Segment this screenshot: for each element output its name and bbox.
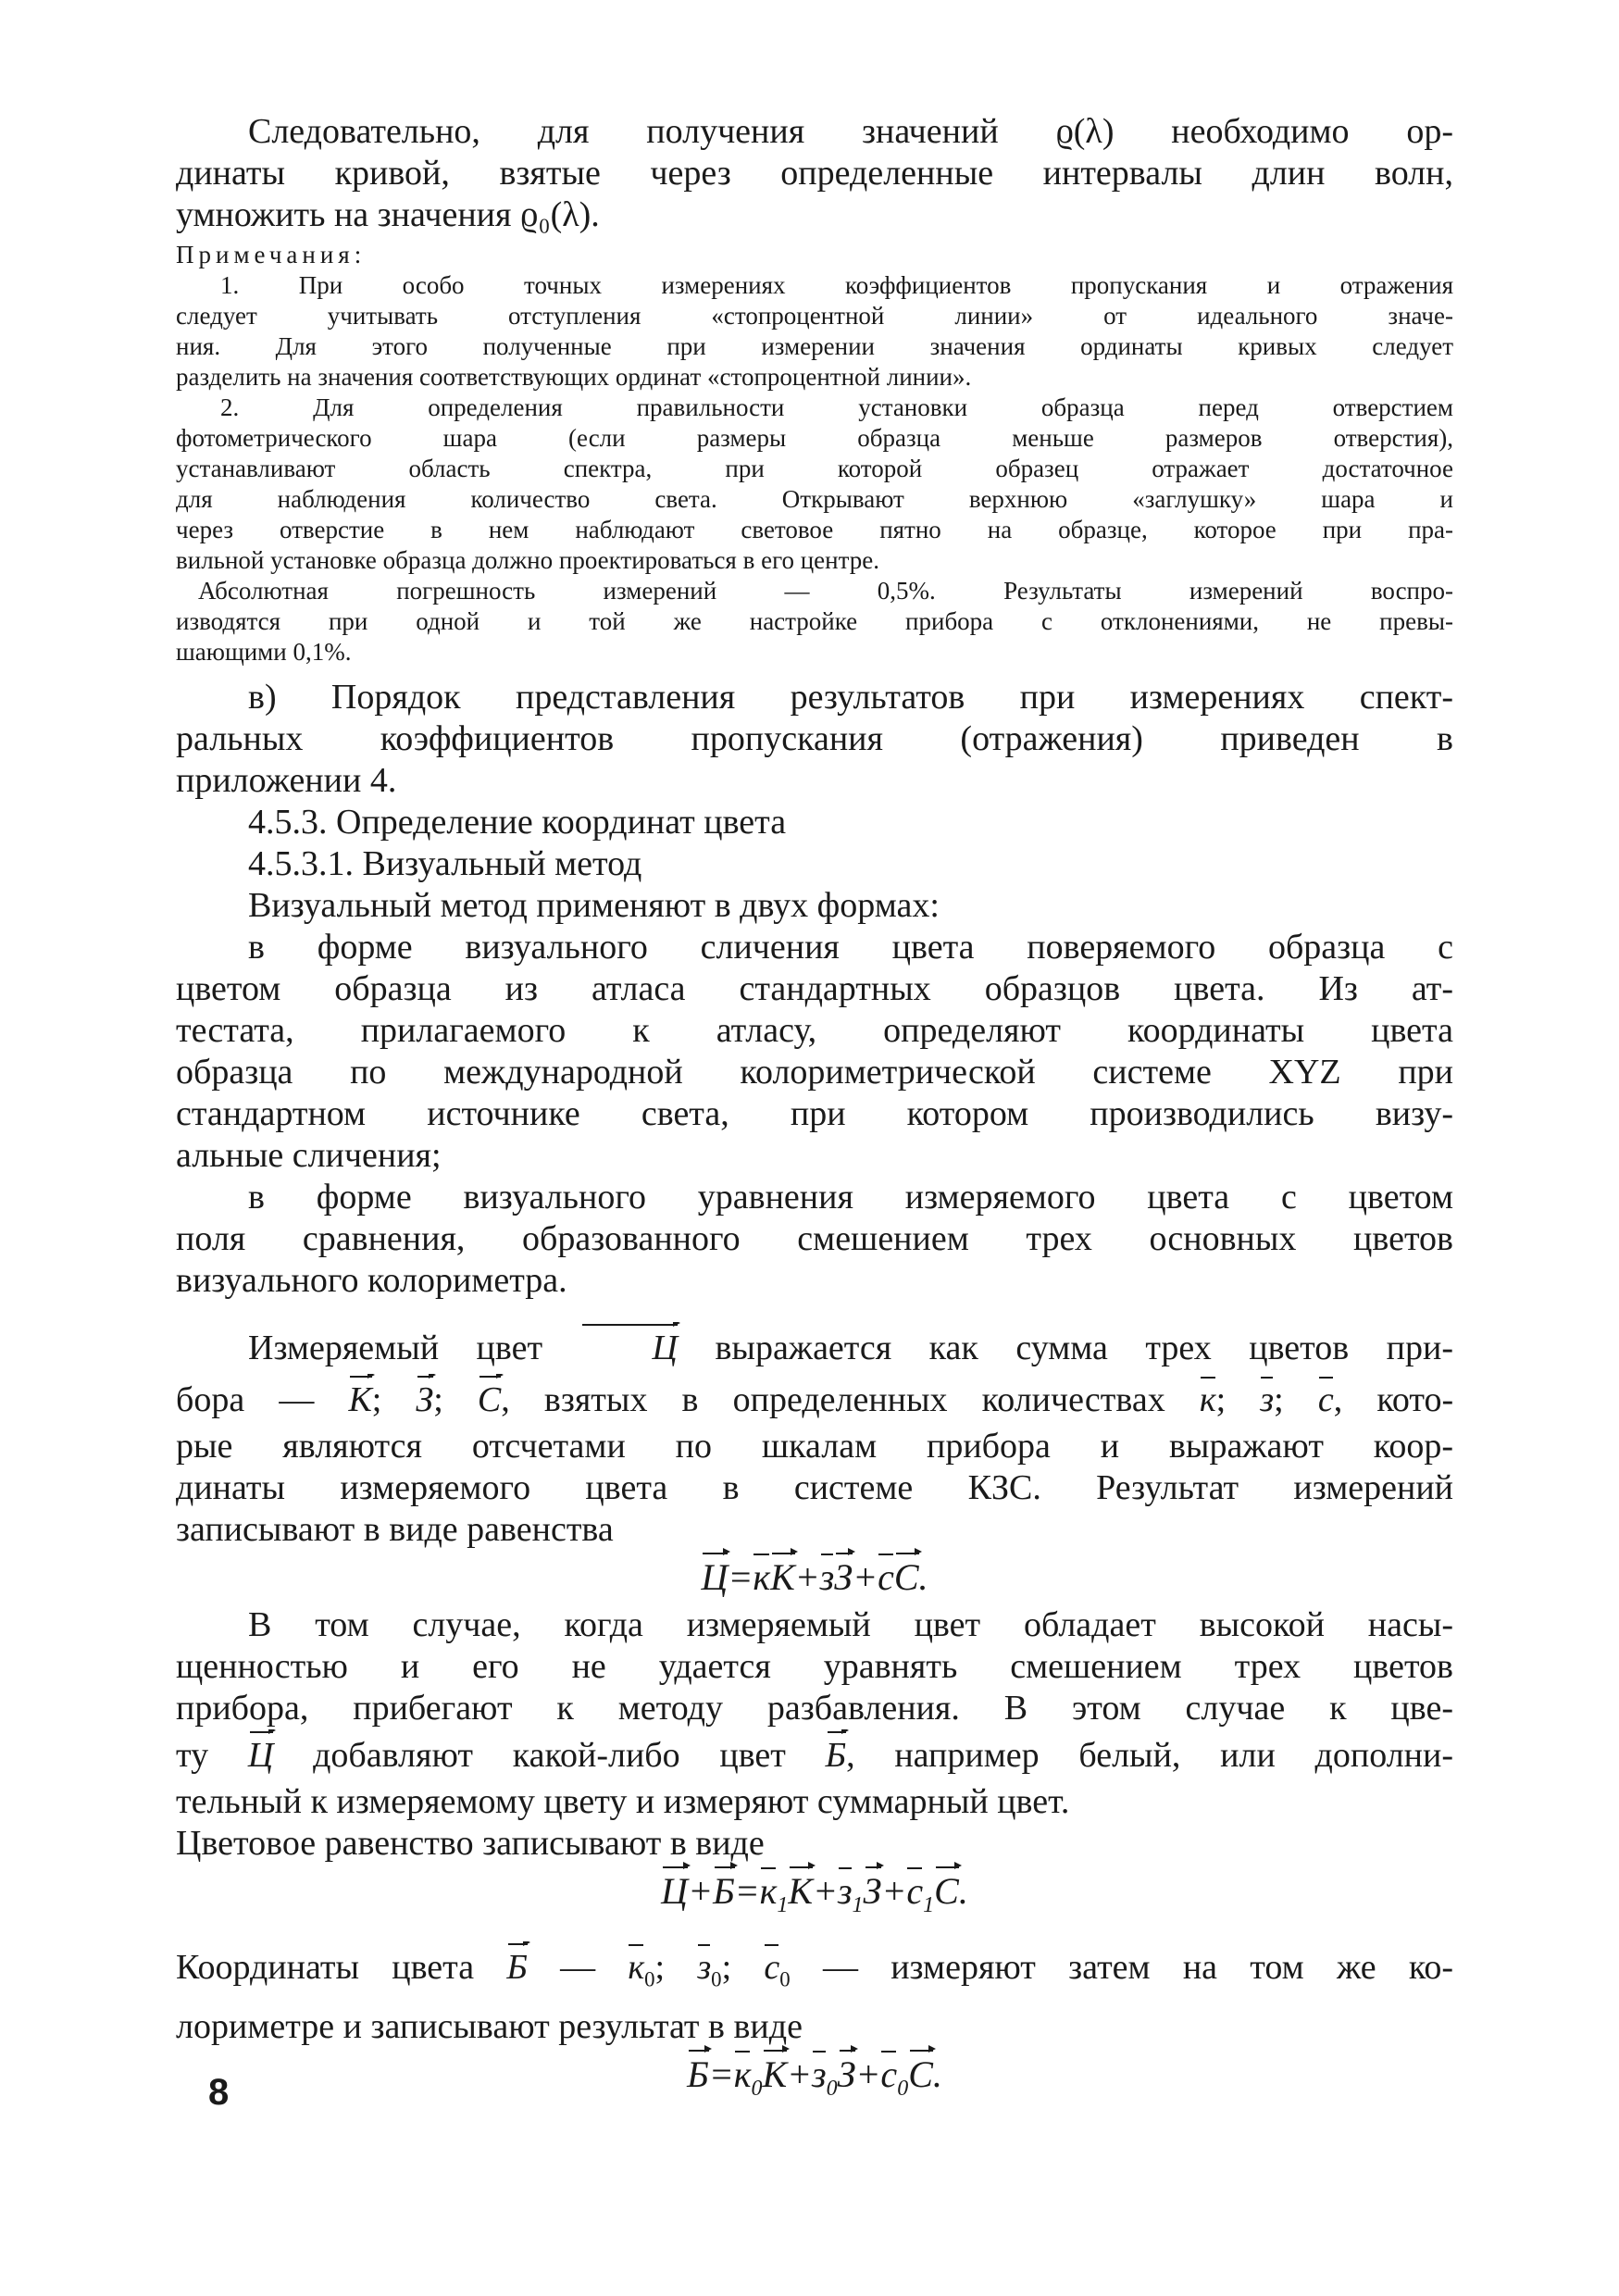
text-line: прибора, прибегают к методу разбавления. В этом случае к цве- — [176, 1689, 1453, 1728]
page-number: 8 — [208, 2072, 230, 2113]
text-line: ральных коэффициентов пропускания (отражения) приведен в — [176, 719, 1453, 758]
text-line: для наблюдения количество света. Открывают верхнюю «заглушку» шара и — [176, 485, 1453, 513]
text-line: изводятся при одной и той же настройке прибора с отклонениями, не превы- — [176, 607, 1453, 635]
dilution-paragraph — [176, 1604, 1453, 1823]
text-line: 1. При особо точных измерениях коэффициентов пропускания и отражения — [220, 271, 1453, 299]
text-line: умножить на значения ϱ₀(λ). — [176, 195, 600, 234]
text-line: вильной установке образца должно проектироваться в его центре. — [176, 546, 879, 574]
text-line: шающими 0,1%. — [176, 638, 352, 666]
text-line: тельный к измеряемому цвету и измеряют суммарный цвет. — [176, 1782, 1070, 1821]
accuracy-note — [176, 576, 1453, 668]
text-line: ту Ц добавляют какой-либо цвет Б, например белый, или дополни- — [176, 1729, 1453, 1781]
color-equation-intro: Цветовое равенство записывают в виде — [176, 1824, 765, 1863]
text-line: динаты измеряемого цвета в системе КЗС. Результат измерений — [176, 1468, 1453, 1507]
text-line: следует учитывать отступления «стопроцентной линии» от идеального значе- — [176, 302, 1453, 330]
equation-1: Ц=кК+зЗ+сС. — [176, 1551, 1453, 1604]
text-line: динаты кривой, взятые через определенные интервалы длин волн, — [176, 154, 1453, 193]
document-page — [176, 111, 1453, 2115]
text-line: Следовательно, для получения значений ϱ(λ) необходимо ор- — [248, 112, 1453, 151]
form-2-paragraph — [176, 1177, 1453, 1302]
text-line: Абсолютная погрешность измерений — 0,5%. Результаты измерений воспро- — [198, 577, 1453, 605]
note-2 — [176, 393, 1453, 576]
equation-3: $Б=к_0К+з_0З+с_0С$. — [176, 2048, 1453, 2115]
text-line: Измеряемый цвет Ц выражается как сумма трех цветов при- — [176, 1322, 1453, 1374]
text-line: в) Порядок представления результатов при измерениях спект- — [248, 678, 1453, 717]
text-line: Координаты цвета Б — $к_0$; $з_0$; $с_0$ — измеряют затем на том же ко- — [176, 1941, 1453, 2006]
text-line: разделить на значения соответствующих ординат «стопроцентной линии». — [176, 363, 972, 391]
section-heading-4-5-3-1: 4.5.3.1. Визуальный метод — [248, 844, 642, 883]
text-line: записывают в виде равенства — [176, 1510, 614, 1549]
equation-2: $Ц+Б=к_1К+з_1З+с_1С$. — [176, 1865, 1453, 1932]
text-line: приложении 4. — [176, 761, 397, 800]
text-line: стандартном источнике света, при котором производились визу- — [176, 1094, 1453, 1133]
text-line: рые являются отсчетами по шкалам прибора и выражают коор- — [176, 1427, 1453, 1466]
text-line: тестата, прилагаемого к атласу, определяют координаты цвета — [176, 1011, 1453, 1050]
text-line: 2. Для определения правильности установки образца перед отверстием — [220, 393, 1453, 421]
form-1-paragraph — [176, 927, 1453, 1177]
text-line: в форме визуального сличения цвета поверяемого образца с — [248, 928, 1453, 967]
coordinates-paragraph — [176, 1941, 1453, 2048]
text-line: устанавливают область спектра, при которой образец отражает достаточное — [176, 455, 1453, 482]
text-line: образца по международной колориметрической системе XYZ при — [176, 1053, 1453, 1092]
text-line: бора — К; З; С, взятых в определенных количествах к; з; с, кото- — [176, 1374, 1453, 1426]
text-line: В том случае, когда измеряемый цвет обладает высокой насы- — [248, 1605, 1453, 1644]
text-line: поля сравнения, образованного смешением трех основных цветов — [176, 1219, 1453, 1258]
text-line: цветом образца из атласа стандартных образцов цвета. Из ат- — [176, 969, 1453, 1008]
text-line: альные сличения; — [176, 1136, 442, 1175]
text-line: визуального колориметра. — [176, 1261, 567, 1300]
item-v-paragraph — [176, 677, 1453, 802]
text-line: щенностью и его не удается уравнять смешением трех цветов — [176, 1647, 1453, 1686]
text-line: фотометрического шара (если размеры образца меньше размеров отверстия), — [176, 424, 1453, 452]
intro-paragraph — [176, 111, 1453, 236]
measured-color-paragraph — [176, 1322, 1453, 1551]
note-1 — [176, 270, 1453, 393]
section-heading-4-5-3: 4.5.3. Определение координат цвета — [248, 803, 787, 842]
text-line: через отверстие в нем наблюдают световое пятно на образце, которое при пра- — [176, 516, 1453, 543]
text-line: в форме визуального уравнения измеряемого цвета с цветом — [248, 1178, 1453, 1217]
notes-heading: Примечания: — [176, 241, 367, 268]
text-line: ния. Для этого полученные при измерении значения ординаты кривых следует — [176, 332, 1453, 360]
text-line: лориметре и записывают результат в виде — [176, 2006, 803, 2046]
visual-method-intro: Визуальный метод применяют в двух формах: — [248, 886, 940, 925]
